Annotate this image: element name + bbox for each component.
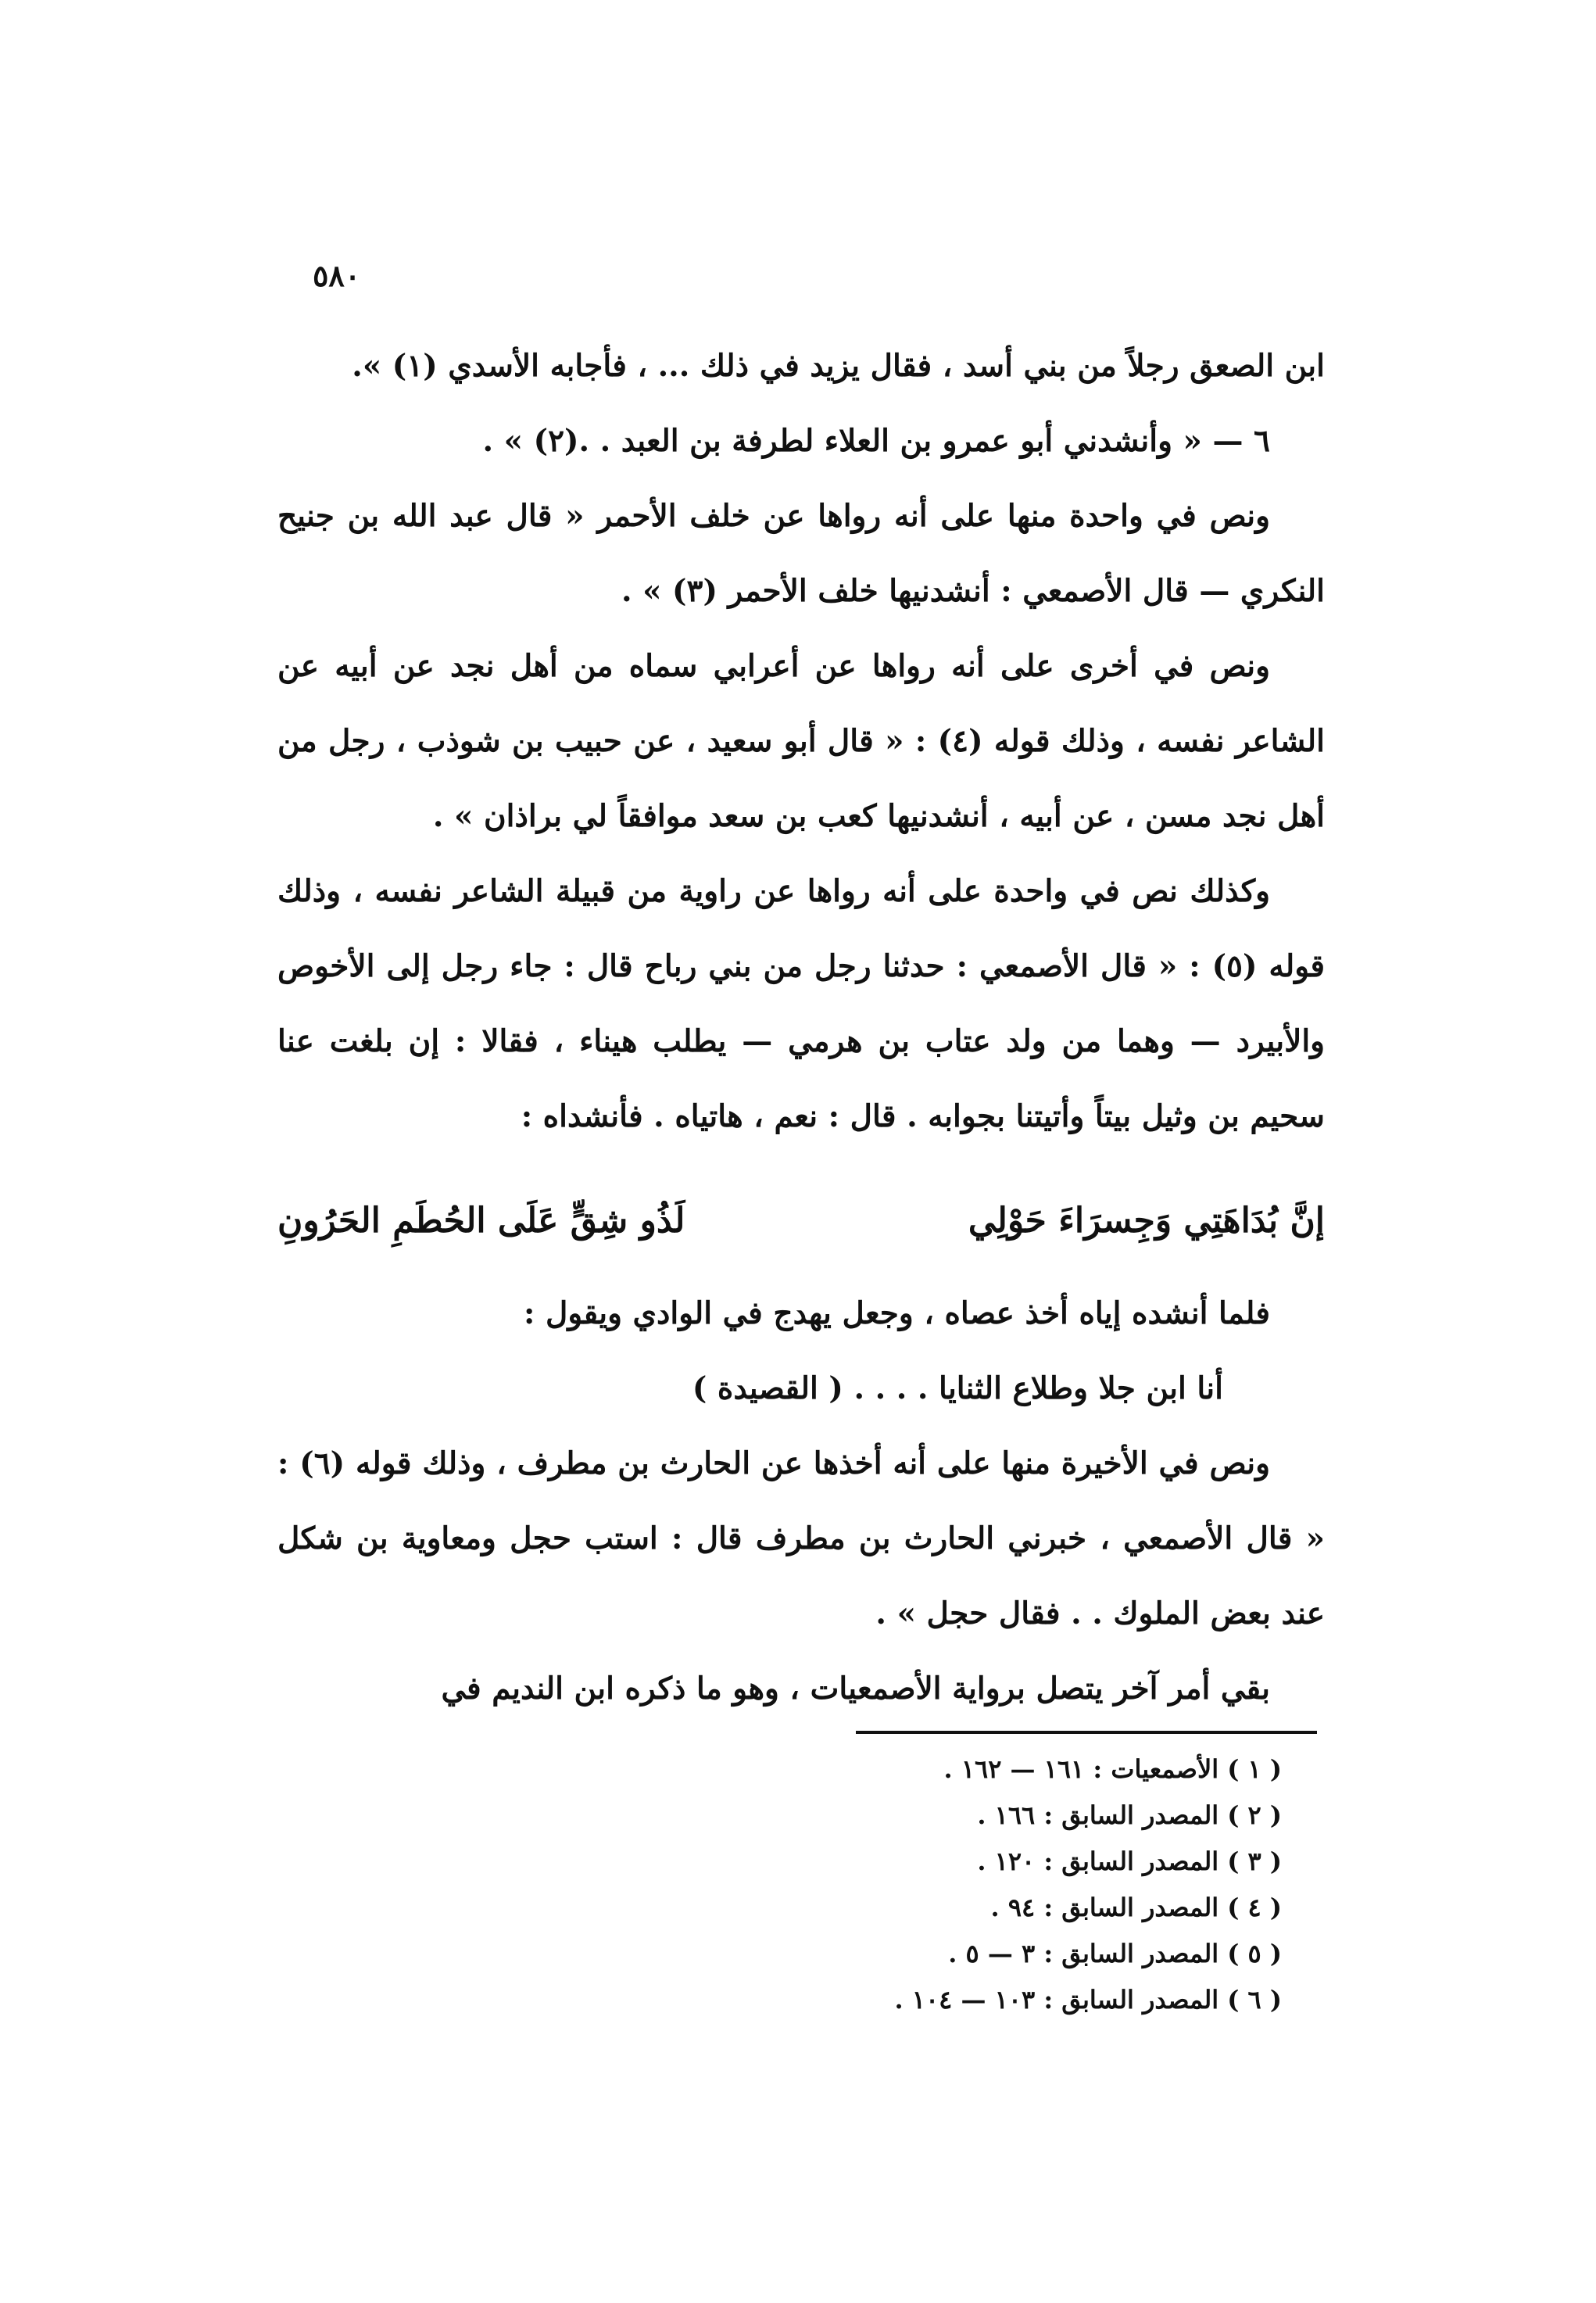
- footnote-1: ( ١ ) الأصمعيات : ١٦١ — ١٦٢ .: [943, 1754, 1282, 1784]
- paragraph-continuation: ابن الصعق رجلاً من بني أسد ، فقال يزيد في ذلك ... ، فأجابه الأسدي (١) ».: [352, 348, 1325, 384]
- verse-quote-line: أنا ابن جلا وطلاع الثنايا . . . . ( القصيدة ): [692, 1370, 1223, 1406]
- paragraph-item-6: ٦ — « وأنشدني أبو عمرو بن العلاء لطرفة بن العبد . .(٢) » .: [482, 423, 1270, 459]
- footnote-2: ( ٢ ) المصدر السابق : ١٦٦ .: [977, 1800, 1282, 1830]
- paragraph-khalaf: ونص في واحدة منها على أنه رواها عن خلف الأحمر « قال عبد الله بن جنيح النكري — قال الأصمعي : أنشدنيها خلف الأحمر (٣) » .: [277, 498, 1325, 609]
- footnote-5: ( ٥ ) المصدر السابق : ٣ — ٥ .: [948, 1939, 1282, 1968]
- footnote-4: ( ٤ ) المصدر السابق : ٩٤ .: [990, 1893, 1282, 1922]
- footnote-3: ( ٣ ) المصدر السابق : ١٢٠ .: [977, 1846, 1282, 1876]
- footnote-separator: [856, 1731, 1317, 1734]
- paragraph-bedouin: ونص في أخرى على أنه رواها عن أعرابي سماه من أهل نجد عن أبيه عن الشاعر نفسه ، وذلك قوله (٤) : « قال أبو سعيد ، عن حبيب بن شوذب ، رجل من أهل نجد مسن ، عن أبيه ، أنشدنيها كعب بن سعد موافقاً لي براذان » .: [277, 648, 1325, 834]
- footnote-6: ( ٦ ) المصدر السابق : ١٠٣ — ١٠٤ .: [894, 1985, 1282, 2015]
- verse-second-hemistich: لَذُو شِقٍّ عَلَى الحُطَمِ الحَرُونِ: [277, 1201, 685, 1241]
- page-number: ٥٨٠: [313, 258, 361, 293]
- footnotes: [703, 1746, 1282, 2023]
- paragraph-harith: ونص في الأخيرة منها على أنه أخذها عن الحارث بن مطرف ، وذلك قوله (٦) : « قال الأصمعي ، خبرني الحارث بن مطرف قال : استب حجل ومعاوية بن شكل عند بعض الملوك . . فقال حجل » .: [277, 1445, 1325, 1631]
- paragraph-tribal-narrator: وكذلك نص في واحدة على أنه رواها عن راوية من قبيلة الشاعر نفسه ، وذلك قوله (٥) : « قال الأصمعي : حدثنا رجل من بني رباح قال : جاء رجل إلى الأخوص والأبيرد — وهما من ولد عتاب بن هرمي — يطلب هيناء ، فقالا : إن بلغت عنا سحيم بن وثيل بيتاً وأتيتنا بجوابه . قال : نعم ، هاتياه . فأنشداه :: [277, 873, 1325, 1134]
- poem-verse: [277, 1182, 1325, 1260]
- verse-first-hemistich: إنَّ بُدَاهَتِي وَجِسرَاءَ حَوْلِي: [968, 1201, 1325, 1241]
- paragraph-ibn-nadim: بقي أمر آخر يتصل برواية الأصمعيات ، وهو ما ذكره ابن النديم في: [441, 1671, 1270, 1707]
- paragraph-after-verse: فلما أنشده إياه أخذ عصاه ، وجعل يهدج في الوادي ويقول :: [524, 1295, 1270, 1331]
- main-text: [277, 328, 1325, 1726]
